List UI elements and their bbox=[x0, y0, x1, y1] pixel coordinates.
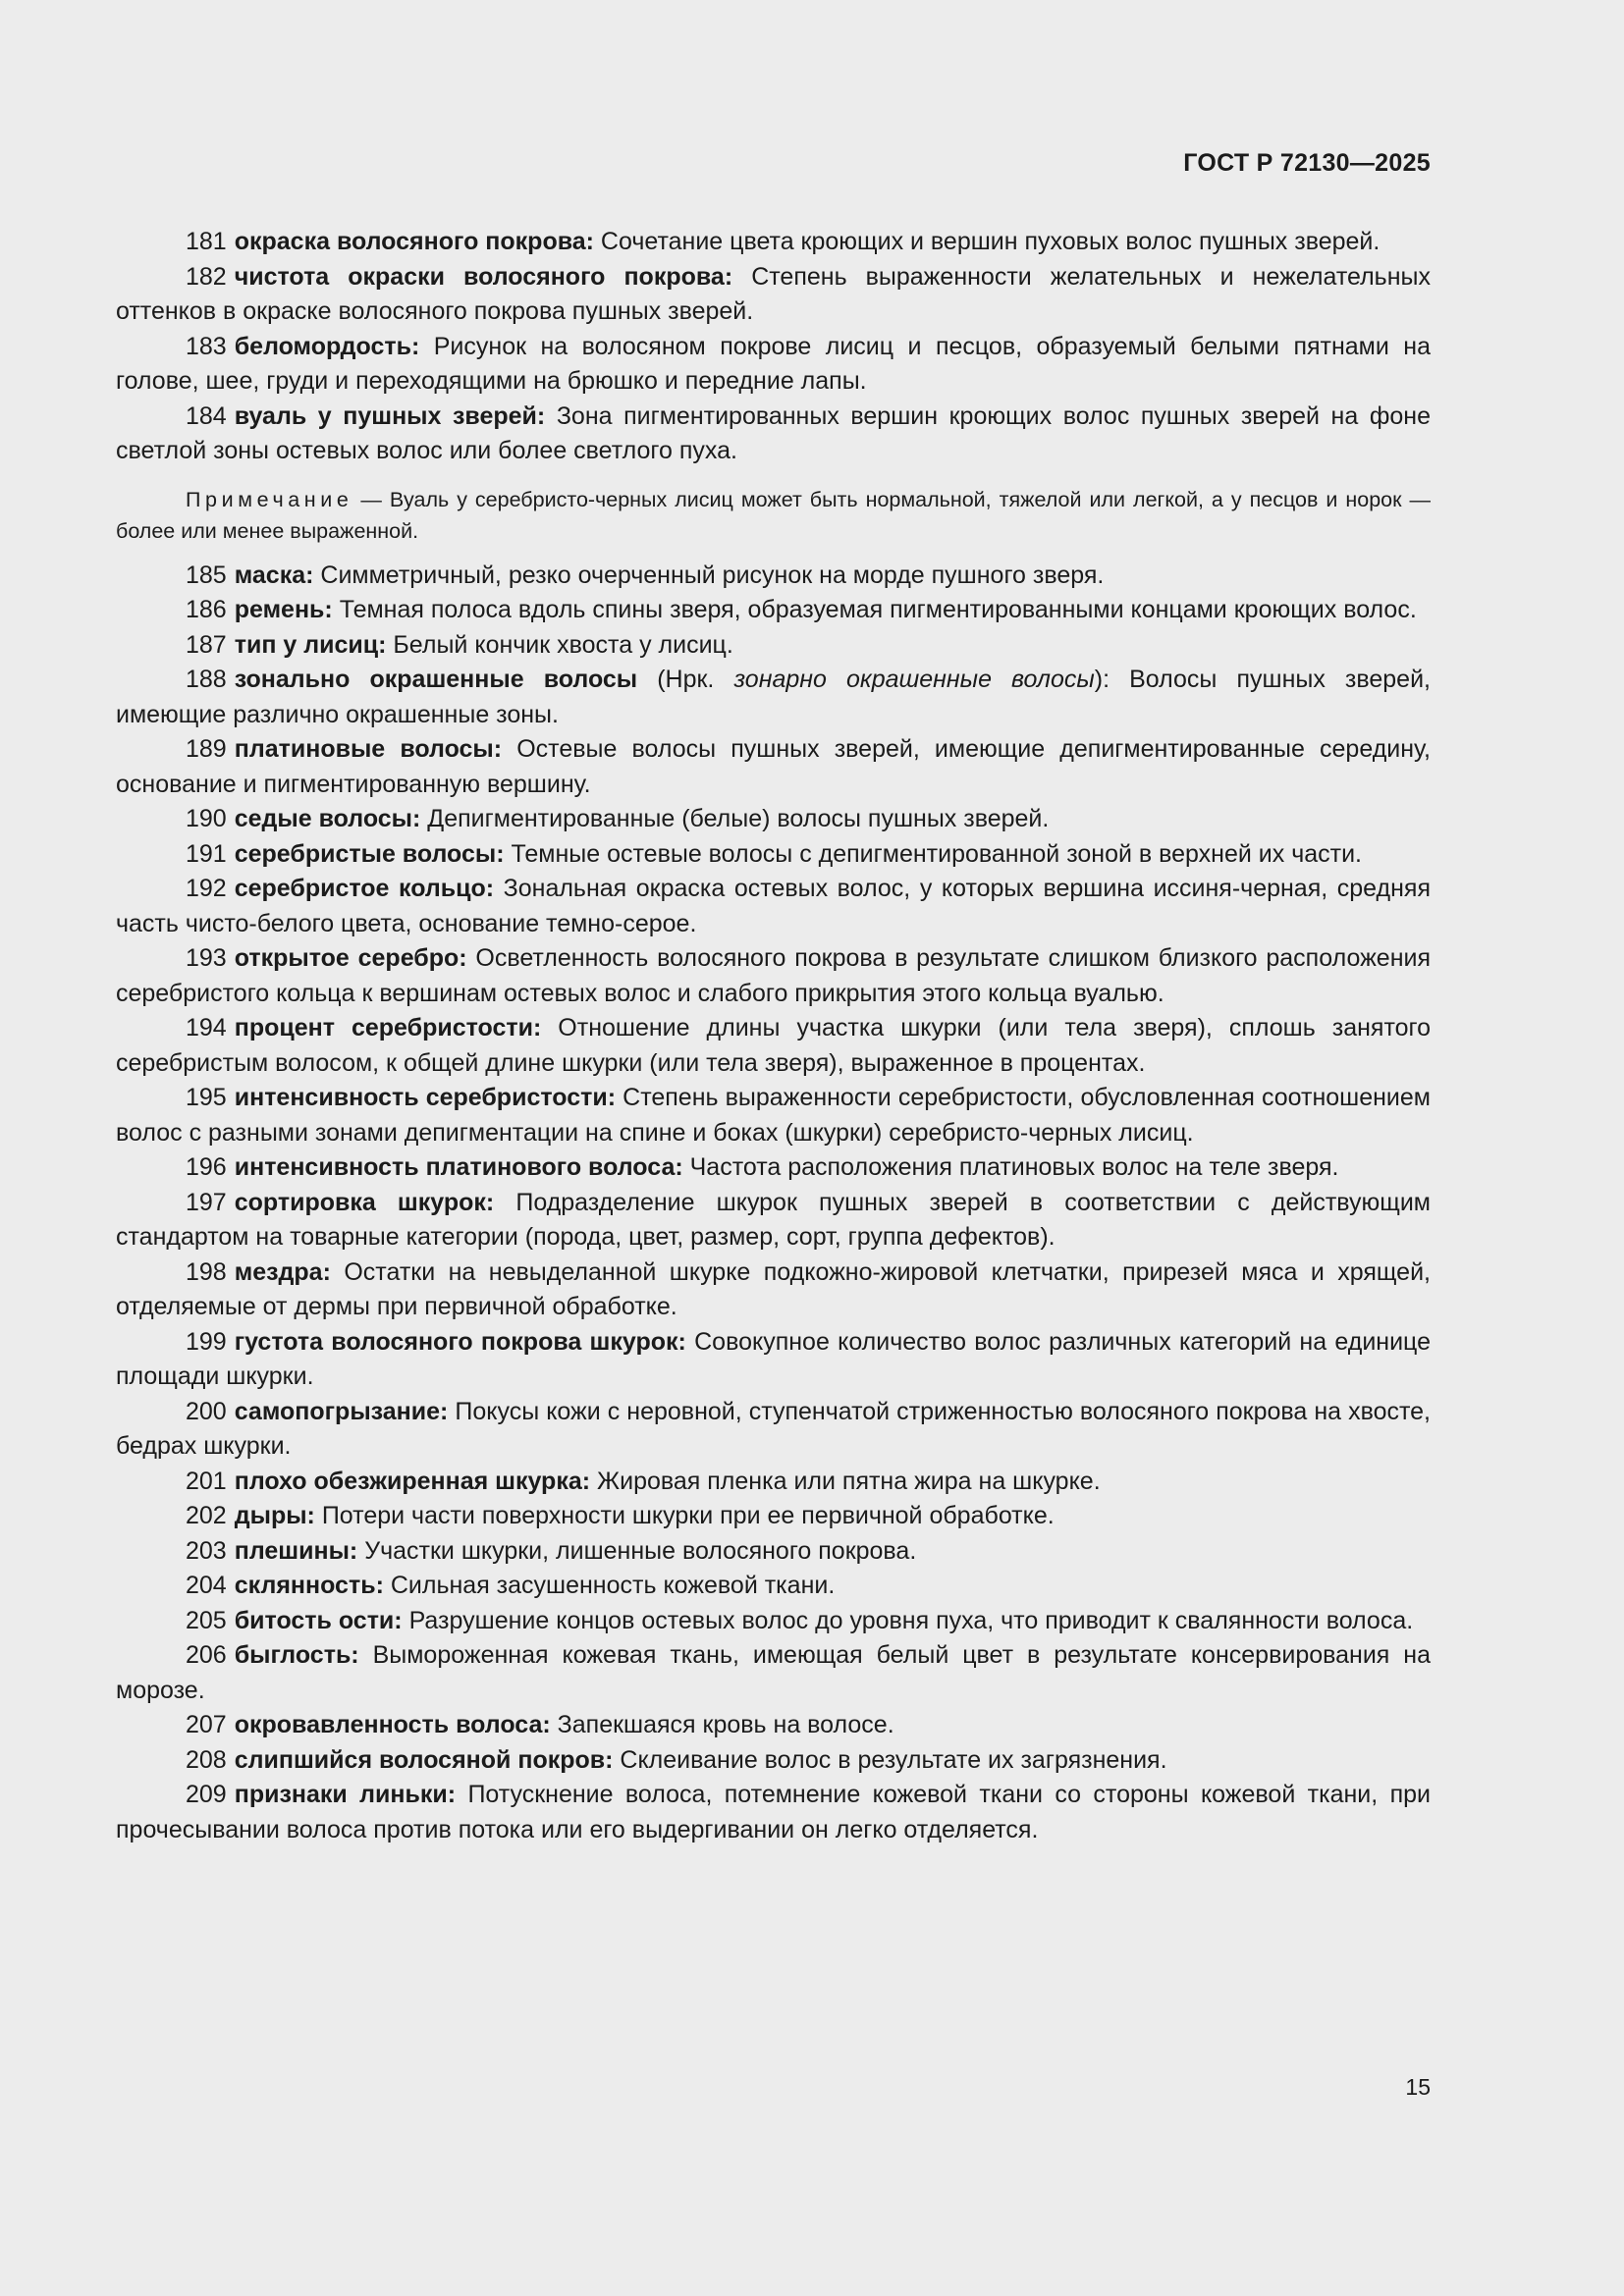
term-number: 209 bbox=[186, 1781, 227, 1808]
term-entry bbox=[116, 837, 1431, 873]
term-number: 200 bbox=[186, 1397, 227, 1425]
term-number: 208 bbox=[186, 1745, 227, 1774]
term-definition: Рисунок на волосяном покрове лисиц и песцов, образуемый белыми пятнами на голове, шее, груди и переходящими на брюшко и передние лапы. bbox=[116, 332, 1431, 395]
term-entry bbox=[116, 872, 1431, 941]
term-definition: Темные остевые волосы с депигментированной зоной в верхней их части. bbox=[504, 839, 1362, 868]
term-entry bbox=[116, 1186, 1431, 1255]
term-name: окровавленность волоса: bbox=[234, 1711, 551, 1738]
term-definition: Белый кончик хвоста у лисиц. bbox=[386, 630, 733, 659]
term-number: 189 bbox=[186, 735, 227, 763]
term-entry bbox=[116, 663, 1431, 732]
term-entry bbox=[116, 1534, 1431, 1570]
term-number: 195 bbox=[186, 1084, 227, 1111]
term-name: открытое серебро: bbox=[234, 944, 467, 972]
term-definition: Склеивание волос в результате их загрязнения. bbox=[613, 1745, 1167, 1774]
term-entry bbox=[116, 1465, 1431, 1500]
term-note-prefix: (Нрк. bbox=[637, 666, 734, 693]
term-definition: Участки шкурки, лишенные волосяного покрова. bbox=[357, 1536, 917, 1565]
term-number: 191 bbox=[186, 839, 227, 868]
term-name: плохо обезжиренная шкурка: bbox=[234, 1467, 591, 1495]
term-number: 188 bbox=[186, 666, 227, 693]
term-name: плешины: bbox=[234, 1536, 358, 1565]
term-number: 187 bbox=[186, 630, 227, 659]
term-name: склянность: bbox=[234, 1572, 384, 1599]
term-entry bbox=[116, 225, 1431, 260]
term-number: 202 bbox=[186, 1502, 227, 1529]
term-name: седые волосы: bbox=[234, 805, 421, 832]
term-definition: Остатки на невыделанной шкурке подкожно-жировой клетчатки, прирезей мяса и хрящей, отделяемые от дермы при первичной обработке. bbox=[116, 1257, 1431, 1320]
term-name: маска: bbox=[234, 561, 314, 589]
term-number: 194 bbox=[186, 1014, 227, 1041]
term-name: серебристые волосы: bbox=[234, 839, 505, 868]
term-name: дыры: bbox=[234, 1502, 315, 1529]
note-label: Примечание bbox=[186, 487, 353, 511]
term-number: 193 bbox=[186, 944, 227, 972]
term-name: вуаль у пушных зверей: bbox=[234, 401, 546, 430]
term-definition: Подразделение шкурок пушных зверей в соответствии с действующим стандартом на товарные категории (порода, цвет, размер, сорт, группа дефектов). bbox=[116, 1188, 1431, 1251]
term-definition: Остевые волосы пушных зверей, имеющие депигментированные середину, основание и пигментированную вершину. bbox=[116, 735, 1431, 798]
term-definition: Частота расположения платиновых волос на теле зверя. bbox=[682, 1153, 1339, 1181]
term-entry bbox=[116, 802, 1431, 837]
term-number: 207 bbox=[186, 1711, 227, 1738]
term-entry bbox=[116, 1150, 1431, 1186]
standard-designation: ГОСТ Р 72130—2025 bbox=[1183, 149, 1431, 177]
term-number: 199 bbox=[186, 1327, 227, 1356]
term-name: чистота окраски волосяного покрова: bbox=[234, 262, 733, 291]
term-entry bbox=[116, 1638, 1431, 1708]
term-name: битость ости: bbox=[234, 1606, 403, 1634]
term-entry bbox=[116, 1569, 1431, 1604]
term-name: процент серебристости: bbox=[234, 1014, 542, 1041]
term-name: интенсивность серебристости: bbox=[234, 1084, 617, 1111]
term-definition: Совокупное количество волос различных категорий на единице площади шкурки. bbox=[116, 1327, 1432, 1390]
term-entry bbox=[116, 559, 1431, 594]
term-number: 186 bbox=[186, 596, 227, 623]
term-name: окраска волосяного покрова: bbox=[234, 228, 594, 255]
term-name: сортировка шкурок: bbox=[234, 1188, 495, 1216]
term-number: 196 bbox=[186, 1153, 227, 1181]
term-definition: Степень выраженности серебристости, обусловленная соотношением волос с разными зонами депигментации на спине и боках (шкурки) серебристо-черных лисиц. bbox=[116, 1084, 1431, 1147]
term-definition: Сочетание цвета кроющих и вершин пуховых волос пушных зверей. bbox=[593, 228, 1380, 255]
term-definition: Зона пигментированных вершин кроющих волос пушных зверей на фоне светлой зоны остевых волос или более светлого пуха. bbox=[116, 401, 1431, 464]
term-entry bbox=[116, 1255, 1431, 1325]
term-name: быглость: bbox=[234, 1641, 359, 1669]
term-entry bbox=[116, 1778, 1431, 1847]
term-definition: Депигментированные (белые) волосы пушных зверей. bbox=[420, 805, 1050, 832]
term-name: самопогрызание: bbox=[234, 1397, 449, 1425]
term-definition: Потери части поверхности шкурки при ее первичной обработке. bbox=[314, 1502, 1055, 1529]
term-entry bbox=[116, 1743, 1431, 1779]
term-definition: Запекшаяся кровь на волосе. bbox=[550, 1711, 894, 1738]
term-definition: Степень выраженности желательных и нежелательных оттенков в окраске волосяного покрова пушных зверей. bbox=[116, 262, 1431, 325]
term-definition: Темная полоса вдоль спины зверя, образуемая пигментированными концами кроющих волос. bbox=[332, 596, 1417, 623]
term-number: 198 bbox=[186, 1257, 227, 1286]
page-number: 15 bbox=[1405, 2074, 1431, 2100]
term-entry bbox=[116, 330, 1431, 400]
term-number: 197 bbox=[186, 1188, 227, 1216]
term-definition: Покусы кожи с неровной, ступенчатой стриженностью волосяного покрова на хвосте, бедрах шкурки. bbox=[116, 1397, 1431, 1460]
term-number: 185 bbox=[186, 561, 227, 589]
deprecated-term: зонарно окрашенные волосы bbox=[733, 666, 1095, 693]
term-definition: Осветленность волосяного покрова в результате слишком близкого расположения серебристого кольца к вершинам остевых волос и слабого прикрытия этого кольца вуалью. bbox=[116, 944, 1432, 1007]
term-entry bbox=[116, 1604, 1431, 1639]
term-name: признаки линьки: bbox=[234, 1781, 457, 1808]
term-number: 203 bbox=[186, 1536, 227, 1565]
term-entry bbox=[116, 1708, 1431, 1743]
term-name: густота волосяного покрова шкурок: bbox=[234, 1327, 686, 1356]
term-entry bbox=[116, 1499, 1431, 1534]
term-definition: Разрушение концов остевых волос до уровня пуха, что приводит к свалянности волоса. bbox=[402, 1606, 1414, 1634]
term-name: беломордость: bbox=[234, 332, 420, 360]
term-number: 206 bbox=[186, 1641, 227, 1669]
term-name: мездра: bbox=[234, 1257, 331, 1286]
term-number: 190 bbox=[186, 805, 227, 832]
term-number: 192 bbox=[186, 875, 227, 902]
term-entry bbox=[116, 941, 1431, 1011]
term-name: интенсивность платинового волоса: bbox=[234, 1153, 683, 1181]
term-entry bbox=[116, 732, 1431, 802]
term-definition: Вымороженная кожевая ткань, имеющая белый цвет в результате консервирования на морозе. bbox=[116, 1641, 1431, 1704]
term-entry bbox=[116, 593, 1431, 628]
term-number: 184 bbox=[186, 401, 227, 430]
note bbox=[116, 484, 1431, 547]
term-entry bbox=[116, 1325, 1431, 1395]
term-entry bbox=[116, 400, 1431, 469]
term-number: 182 bbox=[186, 262, 227, 291]
term-entry bbox=[116, 1011, 1431, 1081]
term-name: серебристое кольцо: bbox=[234, 875, 495, 902]
note-text: — Вуаль у серебристо-черных лисиц может быть нормальной, тяжелой или легкой, а у песцов и норок — более или менее выраженной. bbox=[116, 487, 1431, 543]
term-entry bbox=[116, 1081, 1431, 1150]
term-number: 181 bbox=[186, 228, 227, 255]
term-definition: Жировая пленка или пятна жира на шкурке. bbox=[590, 1467, 1101, 1495]
term-definition: Потускнение волоса, потемнение кожевой ткани со стороны кожевой ткани, при прочесывании волоса против потока или его выдергивании он легко отделяется. bbox=[116, 1781, 1431, 1843]
term-definition: Сильная засушенность кожевой ткани. bbox=[383, 1572, 836, 1599]
term-number: 205 bbox=[186, 1606, 227, 1634]
term-list-part-1 bbox=[116, 225, 1431, 469]
term-name: ремень: bbox=[234, 596, 333, 623]
term-name: тип у лисиц: bbox=[234, 630, 387, 659]
term-name: зонально окрашенные волосы bbox=[234, 666, 638, 693]
term-number: 183 bbox=[186, 332, 227, 360]
term-definition: Зональная окраска остевых волос, у которых вершина иссиня-черная, средняя часть чисто-белого цвета, основание темно-серое. bbox=[116, 875, 1431, 937]
term-definition: ): Волосы пушных зверей, имеющие различно окрашенные зоны. bbox=[116, 666, 1431, 728]
term-entry bbox=[116, 628, 1431, 664]
term-name: платиновые волосы: bbox=[234, 735, 503, 763]
term-name: слипшийся волосяной покров: bbox=[234, 1745, 614, 1774]
document-body bbox=[116, 225, 1431, 1847]
term-entry bbox=[116, 260, 1431, 330]
term-list-part-2 bbox=[116, 559, 1431, 1848]
term-definition: Симметричный, резко очерченный рисунок на морде пушного зверя. bbox=[313, 561, 1105, 589]
term-entry bbox=[116, 1395, 1431, 1465]
term-definition: Отношение длины участка шкурки (или тела зверя), сплошь занятого серебристым волосом, к общей длине шкурки (или тела зверя), выраженное в процентах. bbox=[116, 1014, 1431, 1077]
term-number: 201 bbox=[186, 1467, 227, 1495]
term-number: 204 bbox=[186, 1572, 227, 1599]
